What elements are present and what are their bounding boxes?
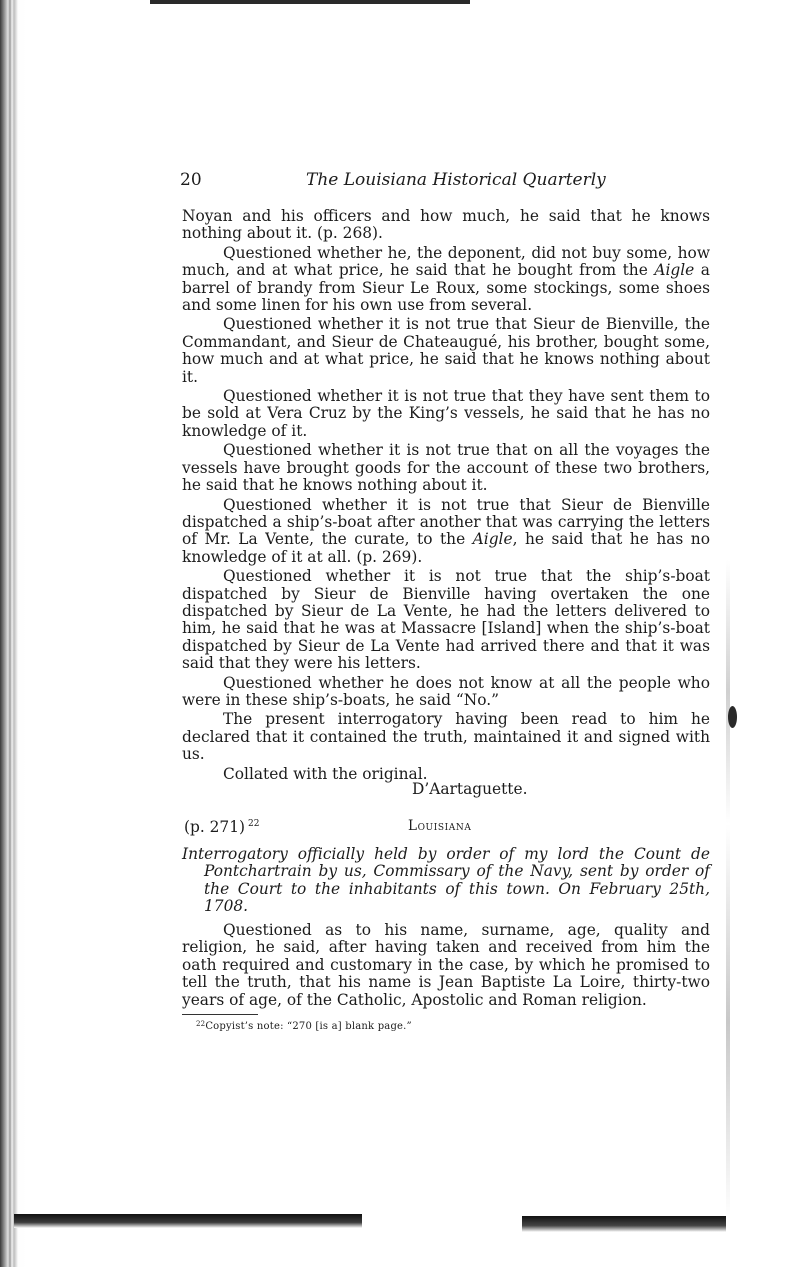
paragraph: Collated with the original. bbox=[223, 764, 428, 783]
paragraph: The present interrogatory having been read to him he declared that it contained the truth, maintained it and signed with us. bbox=[182, 710, 710, 764]
signature: D’Aartaguette. bbox=[412, 780, 528, 798]
page-number: 20 bbox=[180, 170, 202, 190]
page-reference: (p. 271) bbox=[184, 818, 246, 836]
intro-text: Interrogatory officially held by order of my lord the Count de Pontchartrain by us, Commissary of the Navy, sent by order of the Court to the inhabitants of this town. On February 25th, 1708. bbox=[182, 845, 710, 916]
paragraph: Questioned whether it is not true that they have sent them to be sold at Vera Cruz by the King’s vessels, he said that he has no knowledge of it. bbox=[182, 387, 710, 440]
footnote-number: 22 bbox=[196, 1020, 206, 1028]
page-bottom-edge-shadow-left bbox=[14, 1214, 362, 1228]
footnote bbox=[196, 1020, 412, 1032]
footnote-text: Copyist’s note: “270 [is a] blank page.” bbox=[205, 1021, 412, 1032]
footnote-rule bbox=[182, 1014, 258, 1015]
paragraph: Questioned whether it is not true that Sieur de Bienville dispatched a ship’s-boat after another that was carrying the letters of Mr. La Vente, the curate, to the Aigle, he said that he has no knowledge of it at all. (p. 269). bbox=[182, 495, 710, 566]
page-bottom-edge-shadow-right bbox=[522, 1216, 726, 1232]
body-text bbox=[182, 208, 710, 785]
page-top-edge-shadow bbox=[150, 0, 470, 4]
section-body bbox=[182, 922, 710, 1009]
ship-name: Aigle bbox=[654, 261, 695, 280]
journal-title: The Louisiana Historical Quarterly bbox=[306, 170, 606, 190]
paragraph: Questioned whether it is not true that the ship’s-boat dispatched by Sieur de Bienville having overtaken the one dispatched by Sieur de La Vente, he had the letters delivered to him, he said that he was at Massacre [Island] when the ship’s-boat dispatched by Sieur de La Vente had arrived there and that it was said that they were his letters. bbox=[182, 567, 710, 673]
section-heading: Louisiana bbox=[408, 818, 472, 834]
paragraph: Questioned whether he, the deponent, did not buy some, how much, and at what price, he said that he bought from the Aigle a barrel of brandy from Sieur Le Roux, some stockings, some shoes and some linen for his own use from several. bbox=[182, 243, 710, 315]
ink-blot-mark bbox=[728, 706, 737, 728]
section-page-reference bbox=[184, 818, 259, 836]
paragraph: Questioned whether he does not know at all the people who were in these ship’s-boats, he said “No.” bbox=[182, 673, 710, 709]
running-head bbox=[180, 170, 606, 192]
ship-name: Aigle bbox=[472, 530, 513, 549]
page-right-edge-shadow bbox=[726, 560, 730, 1220]
book-spine-edge bbox=[0, 0, 26, 1267]
paragraph: Noyan and his officers and how much, he said that he knows nothing about it. (p. 268). bbox=[182, 207, 710, 243]
paragraph: Questioned whether it is not true that on all the voyages the vessels have brought goods for the account of these two brothers, he said that he knows nothing about it. bbox=[182, 441, 710, 495]
section-intro bbox=[182, 846, 710, 916]
paragraph: Questioned whether it is not true that Sieur de Bienville, the Commandant, and Sieur de Chateaugué, his brother, bought some, how much and at what price, he said that he knows nothing about it. bbox=[182, 315, 710, 386]
footnote-reference: 22 bbox=[248, 819, 260, 829]
paragraph: Questioned as to his name, surname, age, quality and religion, he said, after having taken and received from him the oath required and customary in the case, by which he promised to tell the truth, that his name is Jean Baptiste La Loire, thirty-two years of age, of the Catholic, Apostolic and Roman religion. bbox=[182, 921, 710, 1009]
